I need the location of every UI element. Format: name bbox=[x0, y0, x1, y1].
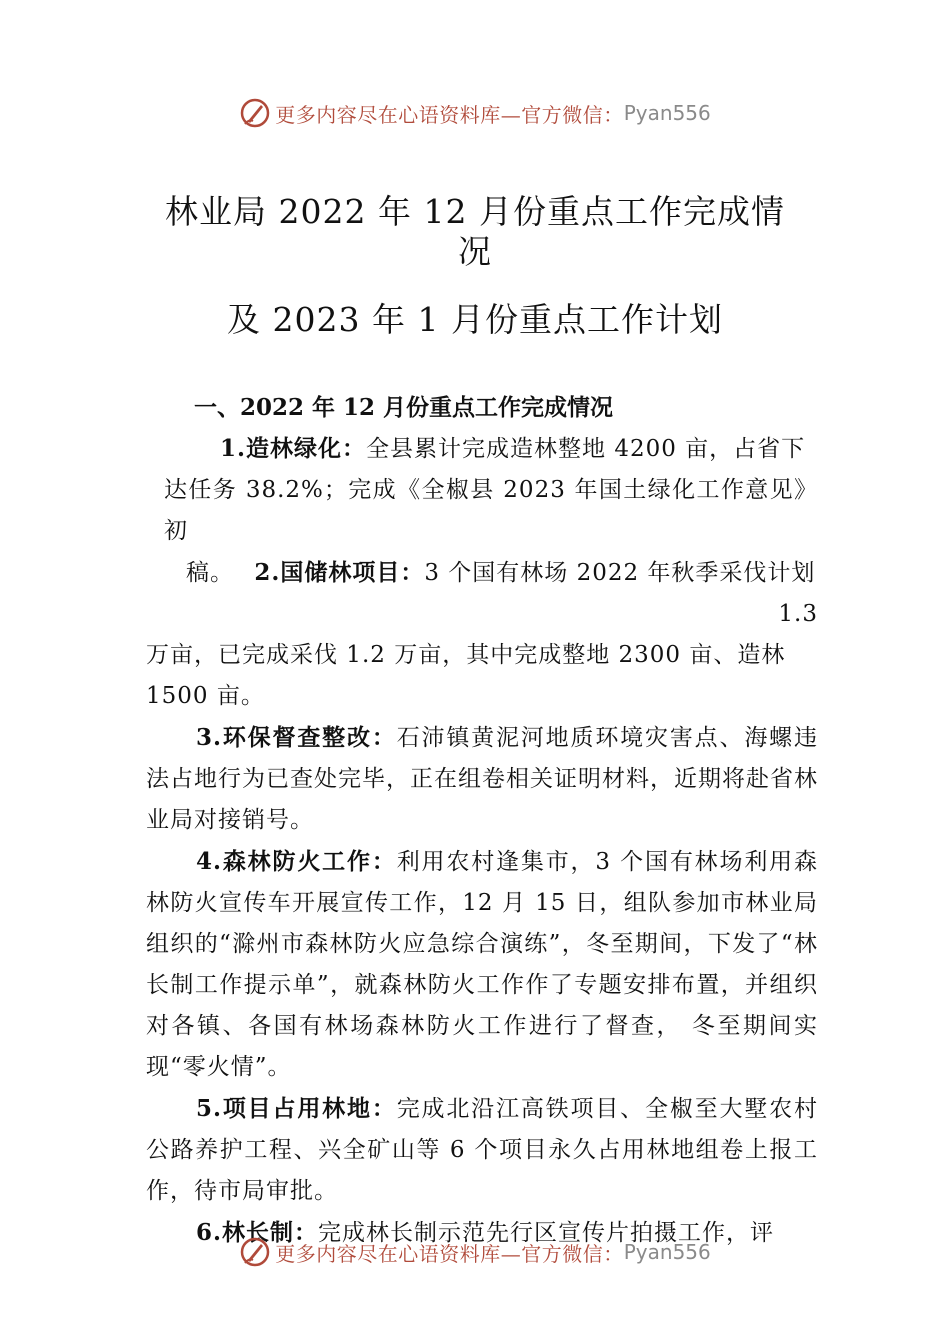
item-label: 1.造林绿化： bbox=[220, 435, 367, 462]
item-label: 6.林长制： bbox=[196, 1219, 319, 1246]
page-title-line1: 林业局 2022 年 12 月份重点工作完成情况 bbox=[165, 192, 785, 271]
item-text: 稿。 bbox=[186, 560, 234, 586]
item-text: 全县累计完成造林整地 4200 亩，占省下 bbox=[366, 436, 806, 462]
item-label: 4.森林防火工作： bbox=[196, 848, 397, 875]
item-forest-land-use bbox=[146, 1088, 818, 1212]
item-text: 完成林长制示范先行区宣传片拍摄工作，评 bbox=[318, 1220, 775, 1246]
section-heading: 一、2022 年 12 月份重点工作完成情况 bbox=[194, 394, 614, 421]
item-text: 利用农村逢集市，3 个国有林场利用森林防火宣传车开展宣传工作，12 月 15 日，组队参加市林业局组织的“滁州市森林防火应急综合演练”，冬至期间，下发了“林长制工作提示单”，就森林防火工作作了专题安排布置，并组织对各镇、各国有林场森林防火工作进行了督查， 冬至期间实现“零火情”。 bbox=[146, 849, 819, 1080]
item-text: 1500 亩。 bbox=[146, 683, 265, 709]
page-title-line2: 及 2023 年 1 月份重点工作计划 bbox=[227, 300, 723, 339]
item-text: 3 个国有林场 2022 年秋季采伐计划 bbox=[424, 560, 816, 586]
item-text: 达任务 38.2%；完成《全椒县 2023 年国土绿化工作意见》初 bbox=[164, 477, 818, 544]
watermark-handle: Pyan556 bbox=[623, 1240, 711, 1264]
watermark-handle: Pyan556 bbox=[623, 101, 711, 125]
document-body bbox=[146, 388, 818, 1254]
item-afforestation bbox=[146, 428, 818, 717]
item-fire-prevention bbox=[146, 841, 818, 1088]
item-text: 完成北沿江高铁项目、全椒至大墅农村公路养护工程、兴全矿山等 6 个项目永久占用林地组卷上报工作，待市局审批。 bbox=[146, 1096, 819, 1204]
item-text: 1.3 bbox=[778, 601, 818, 627]
item-label: 3.环保督查整改： bbox=[196, 724, 397, 751]
watermark-text: 更多内容尽在心语资料库—官方微信： bbox=[275, 102, 624, 127]
footer-watermark-banner bbox=[0, 1236, 950, 1268]
quill-seal-icon bbox=[239, 1236, 271, 1268]
item-text: 石沛镇黄泥河地质环境灾害点、海螺违法占地行为已查处完毕，正在组卷相关证明材料，近期将赴省林业局对接销号。 bbox=[146, 725, 819, 833]
quill-seal-icon bbox=[239, 97, 271, 129]
item-env-inspection bbox=[146, 717, 818, 841]
item-text: 万亩，已完成采伐 1.2 万亩，其中完成整地 2300 亩、造林 bbox=[146, 642, 786, 668]
header-watermark-banner bbox=[0, 97, 950, 129]
item-label: 5.项目占用林地： bbox=[196, 1095, 397, 1122]
watermark-text: 更多内容尽在心语资料库—官方微信： bbox=[275, 1241, 624, 1266]
item-label: 2.国储林项目： bbox=[254, 559, 425, 586]
